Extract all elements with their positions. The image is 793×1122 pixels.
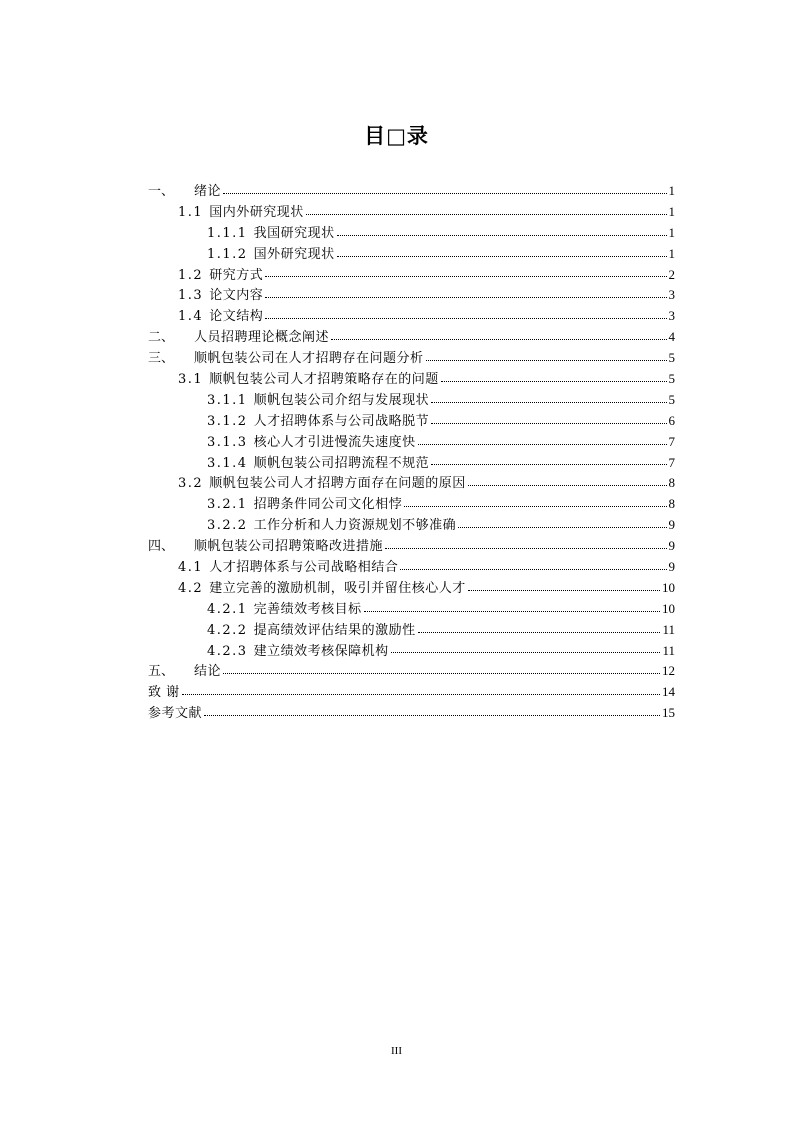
toc-entry-number: 3.1.3 [207, 434, 248, 450]
toc-entry-page: 7 [668, 454, 675, 470]
toc-entry-page: 8 [668, 496, 675, 512]
toc-entry-page: 9 [668, 517, 675, 533]
toc-entry-label: 顺帆包装公司招聘流程不规范 [253, 455, 430, 471]
toc-entry-number: 四、 [148, 539, 175, 555]
toc-entry-label: 结论 [194, 664, 222, 680]
toc-entry-number: 3.1.4 [207, 455, 248, 471]
toc-entry-page: 5 [668, 350, 675, 366]
toc-entry-label: 论文结构 [209, 309, 264, 325]
toc-entry-page: 11 [662, 642, 675, 658]
toc-dot-leader [204, 714, 660, 716]
toc-entry-label: 人才招聘体系与公司战略脱节 [253, 413, 430, 429]
toc-entry[interactable] [148, 432, 675, 453]
toc-entry-number: 4.2.1 [207, 601, 248, 617]
toc-entry-number: 1.1.2 [207, 246, 248, 262]
toc-dot-leader [331, 338, 666, 340]
toc-entry-label: 提高绩效评估结果的激励性 [253, 622, 416, 638]
toc-entry-label: 顺帆包装公司人才招聘方面存在问题的原因 [209, 476, 466, 492]
toc-entry-page: 3 [668, 308, 675, 324]
toc-dot-leader [265, 275, 666, 277]
toc-entry-label: 人才招聘体系与公司战略相结合 [209, 560, 399, 576]
toc-dot-leader [182, 693, 660, 695]
toc-entry-number: 3.1 [178, 372, 204, 388]
toc-entry-page: 14 [662, 684, 675, 700]
toc-entry-number: 4.2.2 [207, 622, 248, 638]
toc-entry[interactable] [148, 578, 675, 599]
toc-entry-page: 2 [668, 266, 675, 282]
toc-entry-label: 研究方式 [209, 267, 264, 283]
toc-entry-number: 五、 [148, 664, 175, 680]
toc-entry[interactable] [148, 411, 675, 432]
toc-entry[interactable] [148, 682, 675, 703]
toc-dot-leader [364, 610, 660, 612]
toc-entry-number: 3.1.2 [207, 413, 248, 429]
toc-dot-leader [431, 422, 666, 424]
toc-entry-label: 论文内容 [209, 288, 264, 304]
toc-entry-page: 9 [668, 538, 675, 554]
toc-entry-page: 3 [668, 287, 675, 303]
toc-entry-label: 完善绩效考核目标 [253, 601, 362, 617]
toc-dot-leader [431, 401, 666, 403]
toc-entry[interactable] [148, 327, 675, 348]
toc-entry-number: 二、 [148, 330, 175, 346]
toc-entry-label: 参考文献 [148, 706, 203, 722]
toc-dot-leader [400, 568, 666, 570]
toc-entry-number: 1.1.1 [207, 225, 248, 241]
toc-entry-number: 4.2.3 [207, 643, 248, 659]
toc-entry-number: 3.2.2 [207, 518, 248, 534]
toc-dot-leader [385, 547, 666, 549]
toc-entry-page: 5 [668, 371, 675, 387]
toc-entry-number: 4.2 [178, 580, 204, 596]
toc-entry-number: 三、 [148, 351, 175, 367]
toc-entry[interactable] [148, 620, 675, 641]
page-title: 目□录 [364, 124, 429, 148]
toc-entry-label: 绪论 [194, 184, 222, 199]
toc-entry[interactable] [148, 536, 675, 557]
toc-dot-leader [337, 234, 667, 236]
toc-entry-label: 人员招聘理论概念阐述 [194, 330, 330, 346]
toc-entry-label: 工作分析和人力资源规划不够准确 [253, 518, 457, 534]
toc-dot-leader [441, 380, 667, 382]
toc-entry-number: 3.2.1 [207, 497, 248, 513]
toc-entry[interactable] [148, 285, 675, 306]
toc-entry-page: 7 [668, 433, 675, 449]
toc-entry[interactable] [148, 390, 675, 411]
toc-entry-page: 1 [668, 245, 675, 261]
toc-dot-leader [418, 631, 661, 633]
toc-entry-label: 顺帆包装公司人才招聘策略存在的问题 [209, 372, 439, 388]
toc-entry-page: 4 [668, 329, 675, 345]
toc-entry[interactable] [148, 181, 675, 202]
toc-entry-page: 12 [662, 663, 675, 679]
toc-entry-label: 顺帆包装公司介绍与发展现状 [253, 392, 430, 408]
toc-entry[interactable] [148, 661, 675, 682]
toc-entry-label: 我国研究现状 [253, 225, 335, 241]
toc-dot-leader [404, 505, 666, 507]
toc-entry-label: 招聘条件同公司文化相悖 [253, 497, 403, 513]
toc-entry[interactable] [148, 244, 675, 265]
toc-entry[interactable] [148, 453, 675, 474]
toc-entry-number: 1.3 [178, 288, 204, 304]
toc-entry-number: 3.1.1 [207, 392, 248, 408]
toc-entry-page: 1 [668, 183, 675, 198]
toc-dot-leader [418, 443, 667, 445]
toc-entry-page: 1 [668, 224, 675, 240]
toc-entry-number: 4.1 [178, 560, 204, 576]
toc-dot-leader [265, 296, 666, 298]
toc-dot-leader [468, 589, 660, 591]
toc-entry-label: 顺帆包装公司招聘策略改进措施 [194, 539, 384, 555]
toc-entry[interactable] [148, 557, 675, 578]
toc-entry[interactable] [148, 703, 675, 724]
toc-entry[interactable] [148, 202, 675, 223]
toc-entry-page: 1 [668, 203, 675, 219]
toc-entry-label: 国内外研究现状 [209, 204, 304, 220]
toc-entry-page: 11 [662, 621, 675, 637]
toc-entry-label: 致 谢 [148, 685, 180, 701]
toc-dot-leader [431, 463, 666, 465]
toc-entry[interactable] [148, 641, 675, 662]
toc-entry-label: 建立绩效考核保障机构 [253, 643, 389, 659]
toc-entry-label: 核心人才引进慢流失速度快 [253, 434, 416, 450]
toc-entry[interactable] [148, 223, 675, 244]
toc-entry[interactable] [148, 515, 675, 536]
toc-dot-leader [468, 484, 667, 486]
toc-entry-page: 9 [668, 559, 675, 575]
toc-dot-leader [223, 192, 666, 194]
toc-entry[interactable] [148, 369, 675, 390]
toc-entry-page: 5 [668, 391, 675, 407]
toc-dot-leader [426, 359, 667, 361]
toc-entry-page: 10 [662, 600, 675, 616]
toc-entry-number: 一、 [148, 184, 175, 199]
toc-entry[interactable] [148, 265, 675, 286]
toc-entry[interactable] [148, 348, 675, 369]
toc-dot-leader [223, 672, 660, 674]
toc-entry-page: 10 [662, 579, 675, 595]
toc-entry-label: 国外研究现状 [253, 246, 335, 262]
toc-entry[interactable] [148, 494, 675, 515]
table-of-contents [148, 181, 675, 724]
toc-entry[interactable] [148, 306, 675, 327]
toc-entry[interactable] [148, 473, 675, 494]
toc-dot-leader [391, 651, 661, 653]
toc-entry-number: 1.1 [178, 204, 204, 220]
toc-dot-leader [265, 317, 666, 319]
toc-entry-page: 8 [668, 475, 675, 491]
toc-dot-leader [458, 526, 666, 528]
toc-entry-number: 1.2 [178, 267, 204, 283]
page-number: III [391, 1045, 402, 1057]
toc-entry[interactable] [148, 599, 675, 620]
toc-entry-label: 顺帆包装公司在人才招聘存在问题分析 [194, 351, 424, 367]
toc-entry-number: 1.4 [178, 309, 204, 325]
toc-entry-number: 3.2 [178, 476, 204, 492]
toc-dot-leader [306, 213, 667, 215]
toc-entry-page: 6 [668, 412, 675, 428]
toc-entry-label: 建立完善的激励机制，吸引并留住核心人才 [209, 580, 466, 596]
toc-entry-page: 15 [662, 705, 675, 721]
toc-dot-leader [337, 255, 667, 257]
